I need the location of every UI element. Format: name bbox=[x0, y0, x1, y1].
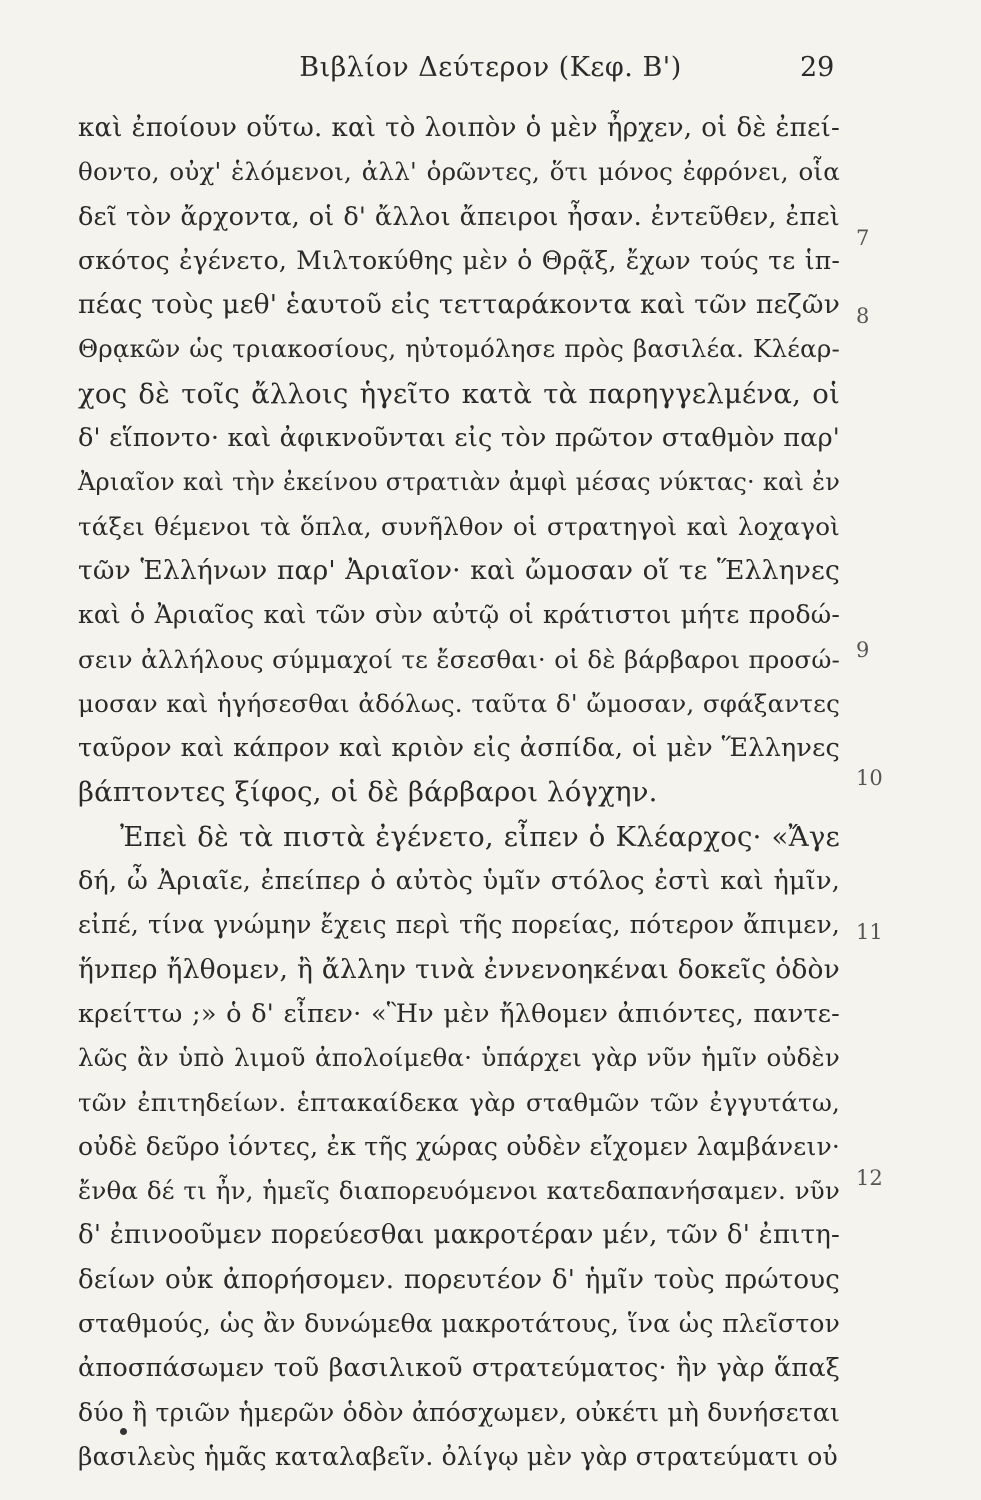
text-line: τάξει θέμενοι τὰ ὅπλα, συνῆλθον οἱ στρατηγοὶ καὶ λοχαγοὶ bbox=[78, 511, 840, 541]
text-line: σειν ἀλλήλους σύμμαχοί τε ἔσεσθαι· οἱ δὲ βάρβαροι προσώ- bbox=[78, 644, 840, 674]
text-line: Θρᾳκῶν ὡς τριακοσίους, ηὐτομόλησε πρὸς βασιλέα. Κλέαρ- bbox=[78, 334, 840, 364]
text-line: ἔνθα δέ τι ἦν, ἡμεῖς διαπορευόμενοι κατεδαπανήσαμεν. νῦν bbox=[78, 1176, 840, 1206]
margin-section-number: 10 bbox=[856, 766, 883, 790]
text-line: εἰπέ, τίνα γνώμην ἔχεις περὶ τῆς πορείας, πότερον ἄπιμεν, bbox=[78, 910, 840, 940]
margin-section-number: 8 bbox=[856, 304, 870, 328]
text-line: ἀποσπάσωμεν τοῦ βασιλικοῦ στρατεύματος· ἢν γὰρ ἅπαξ bbox=[78, 1353, 840, 1384]
text-line: ἥνπερ ἤλθομεν, ἢ ἄλλην τινὰ ἐννενοηκέναι δοκεῖς ὁδὸν bbox=[78, 953, 840, 985]
margin-section-number: 7 bbox=[856, 226, 870, 250]
text-line: καὶ ἐποίουν οὕτω. καὶ τὸ λοιπὸν ὁ μὲν ἦρχεν, οἱ δὲ ἐπεί- bbox=[78, 113, 840, 143]
running-header bbox=[0, 52, 981, 92]
body-text bbox=[78, 106, 840, 1479]
text-line: οὐδὲ δεῦρο ἰόντες, ἐκ τῆς χώρας οὐδὲν εἴχομεν λαμβάνειν· bbox=[78, 1131, 840, 1161]
text-line: δείων οὐκ ἀπορήσομεν. πορευτέον δ' ἡμῖν τοὺς πρώτους bbox=[78, 1264, 840, 1295]
text-line: θοντο, οὐχ' ἑλόμενοι, ἀλλ' ὁρῶντες, ὅτι μόνος ἐφρόνει, οἷα bbox=[78, 157, 840, 187]
text-line: βασιλεὺς ἡμᾶς καταλαβεῖν. ὀλίγῳ μὲν γὰρ στρατεύματι οὐ bbox=[78, 1441, 838, 1471]
text-line: χος δὲ τοῖς ἄλλοις ἡγεῖτο κατὰ τὰ παρηγγελμένα, οἱ bbox=[78, 377, 840, 410]
ink-dot bbox=[120, 1428, 127, 1435]
page-number: 29 bbox=[800, 52, 835, 83]
text-line: δύο ἢ τριῶν ἡμερῶν ὁδὸν ἀπόσχωμεν, οὐκέτι μὴ δυνήσεται bbox=[78, 1397, 840, 1427]
header-title: Βιβλίον Δεύτερον (Κεφ. Β') bbox=[299, 52, 682, 83]
text-line: δ' ἐπινοοῦμεν πορεύεσθαι μακροτέραν μέν, τῶν δ' ἐπιτη- bbox=[78, 1220, 840, 1251]
text-line: τῶν Ἑλλήνων παρ' Ἀριαῖον· καὶ ὤμοσαν οἵ τε Ἕλληνες bbox=[78, 554, 840, 586]
text-line: καὶ ὁ Ἀριαῖος καὶ τῶν σὺν αὐτῷ οἱ κράτιστοι μήτε προδώ- bbox=[78, 600, 840, 630]
text-line: τῶν ἐπιτηδείων. ἑπτακαίδεκα γὰρ σταθμῶν τῶν ἐγγυτάτω, bbox=[78, 1087, 840, 1117]
text-line: βάπτοντες ξίφος, οἱ δὲ βάρβαροι λόγχην. bbox=[78, 776, 658, 809]
text-line: ταῦρον καὶ κάπρον καὶ κριὸν εἰς ἀσπίδα, οἱ μὲν Ἕλληνες bbox=[78, 733, 840, 764]
margin-section-number: 9 bbox=[856, 638, 870, 662]
paragraph-first-line: Ἐπεὶ δὲ τὰ πιστὰ ἐγένετο, εἶπεν ὁ Κλέαρχος· «Ἄγε bbox=[120, 820, 840, 853]
margin-section-number: 11 bbox=[856, 920, 883, 944]
text-line: κρείττω ;» ὁ δ' εἶπεν· «Ἣν μὲν ἤλθομεν ἀπιόντες, παντε- bbox=[78, 998, 840, 1029]
text-line: πέας τοὺς μεθ' ἑαυτοῦ εἰς τετταράκοντα καὶ τῶν πεζῶν bbox=[78, 289, 841, 321]
text-line: σκότος ἐγένετο, Μιλτοκύθης μὲν ὁ Θρᾷξ, ἔχων τούς τε ἱπ- bbox=[78, 245, 840, 275]
text-line: σταθμούς, ὡς ἂν δυνώμεθα μακροτάτους, ἵνα ὡς πλεῖστον bbox=[78, 1309, 840, 1339]
margin-section-number: 12 bbox=[856, 1166, 883, 1190]
text-line: δ' εἵποντο· καὶ ἀφικνοῦνται εἰς τὸν πρῶτον σταθμὸν παρ' bbox=[78, 423, 840, 454]
text-line: μοσαν καὶ ἡγήσεσθαι ἀδόλως. ταῦτα δ' ὤμοσαν, σφάξαντες bbox=[78, 688, 840, 718]
text-line: λῶς ἂν ὑπὸ λιμοῦ ἀπολοίμεθα· ὑπάρχει γὰρ νῦν ἡμῖν οὐδὲν bbox=[78, 1043, 840, 1073]
text-line: δή, ὦ Ἀριαῖε, ἐπείπερ ὁ αὐτὸς ὑμῖν στόλος ἐστὶ καὶ ἡμῖν, bbox=[78, 866, 840, 897]
text-line: δεῖ τὸν ἄρχοντα, οἱ δ' ἄλλοι ἄπειροι ἦσαν. ἐντεῦθεν, ἐπεὶ bbox=[78, 201, 840, 232]
text-line: Ἀριαῖον καὶ τὴν ἐκείνου στρατιὰν ἀμφὶ μέσας νύκτας· καὶ ἐν bbox=[78, 468, 840, 497]
